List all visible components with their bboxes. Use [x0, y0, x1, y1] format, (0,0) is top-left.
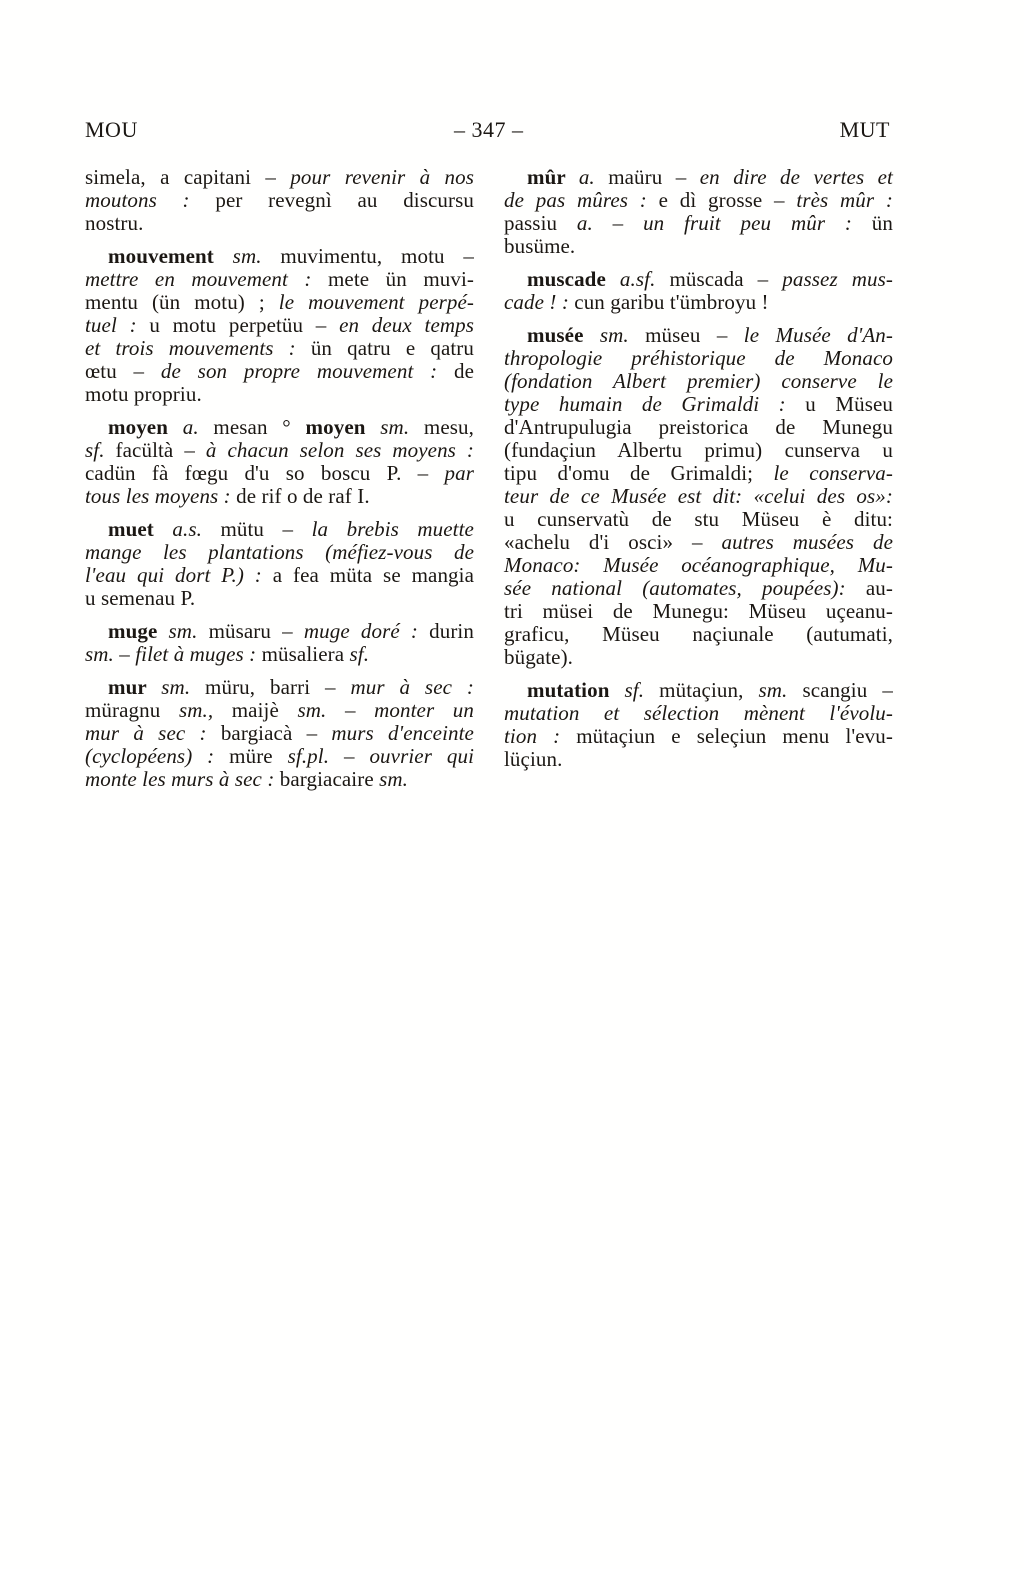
text-line — [85, 268, 474, 291]
text-run: müsaliera — [261, 642, 350, 666]
text-run: lüçiun. — [504, 747, 563, 771]
text-run: sm. — [379, 767, 408, 791]
text-line — [85, 518, 474, 541]
text-line — [504, 485, 893, 508]
entry-mouvement — [85, 245, 474, 406]
text-run: müre — [229, 744, 288, 768]
text-line — [85, 722, 474, 745]
text-line — [85, 676, 474, 699]
text-run: sm. — [380, 415, 424, 439]
text-line — [85, 416, 474, 439]
text-line — [504, 646, 893, 669]
text-run: de son propre mouvement : — [160, 359, 454, 383]
text-line — [85, 439, 474, 462]
text-line — [504, 212, 893, 235]
text-run: sm., — [178, 698, 232, 722]
text-run: simela, a capitani – — [85, 165, 291, 189]
text-run: sm. — [758, 678, 803, 702]
text-run: e dì grosse – — [658, 188, 797, 212]
headword: mur — [108, 675, 162, 699]
text-line — [85, 643, 474, 666]
text-run: de pas mûres : — [504, 188, 659, 212]
text-line — [85, 337, 474, 360]
text-run: d'Antrupulugia preistorica de Munegu — [504, 415, 893, 439]
text-line — [504, 166, 893, 189]
text-run: sm. — [232, 244, 281, 268]
text-run: murs d'enceinte — [331, 721, 474, 745]
text-run: mesu, — [423, 415, 474, 439]
text-run: passez mus- — [782, 267, 893, 291]
entry-muscade — [504, 268, 893, 314]
text-line — [504, 393, 893, 416]
text-run: a. — [576, 211, 613, 235]
text-run: sf.pl. — [287, 744, 344, 768]
entry-muet — [85, 518, 474, 610]
text-run: monte les murs à sec : — [85, 767, 280, 791]
text-run: le mouvement perpé- — [278, 290, 474, 314]
headword: muet — [108, 517, 173, 541]
text-run: a. — [182, 415, 214, 439]
text-line — [85, 245, 474, 268]
text-run: tri müsei de Munegu: Müseu uçeanu- — [504, 599, 893, 623]
text-run: u motu perpetüu – — [149, 313, 340, 337]
text-run: cun garibu t'ümbroyu ! — [574, 290, 769, 314]
text-run: scangiu – — [802, 678, 893, 702]
text-run: sm. — [161, 675, 206, 699]
entry-mutation — [504, 679, 893, 771]
text-run: de — [453, 359, 474, 383]
text-run: (fondation Albert premier) conserve le — [504, 369, 893, 393]
text-run: sée national (automates, poupées): — [504, 576, 866, 600]
text-run: monter un — [374, 698, 475, 722]
text-line — [504, 324, 893, 347]
text-run: nostru. — [85, 211, 144, 235]
text-line — [85, 768, 474, 791]
text-run: mütaçiun, — [659, 678, 759, 702]
text-run: sf. — [85, 438, 116, 462]
text-run: u semenau P. — [85, 586, 196, 610]
headword: moyen — [108, 415, 183, 439]
text-run: mur à sec : — [85, 721, 221, 745]
text-run: un fruit peu mûr : — [643, 211, 872, 235]
text-run: – — [344, 698, 375, 722]
text-run: de rif o de raf I. — [236, 484, 370, 508]
text-run: sm. — [297, 698, 345, 722]
text-run: a.s. — [172, 517, 221, 541]
headword: mutation — [527, 678, 625, 702]
text-run: «achelu d'i osci» – — [504, 530, 722, 554]
text-run: busüme. — [504, 234, 576, 258]
headword: muscade — [527, 267, 620, 291]
text-run: u cunservatù de stu Müseu è ditu: — [504, 507, 893, 531]
text-run: type humain de Grimaldi : — [504, 392, 806, 416]
entry-muge — [85, 620, 474, 666]
text-run: müru, barri – — [205, 675, 351, 699]
text-line — [504, 347, 893, 370]
text-run: ouvrier qui — [369, 744, 474, 768]
text-run: en deux temps — [339, 313, 474, 337]
text-run: muvimentu, motu – — [280, 244, 474, 268]
text-run: facültà – — [115, 438, 206, 462]
text-run: teur de ce Musée est dit: «celui des os»: — [504, 484, 893, 508]
headword: musée — [527, 323, 600, 347]
text-run: muge doré : — [303, 619, 430, 643]
text-line — [504, 235, 893, 258]
text-run: (cyclopéens) : — [85, 744, 230, 768]
guide-word-right: MUT — [839, 117, 890, 142]
text-run: durin — [429, 619, 474, 643]
text-line — [85, 383, 474, 406]
text-run: maijè — [231, 698, 298, 722]
text-run: le conserva- — [773, 461, 893, 485]
text-run: (fundaçiun Albertu primu) cunserva u — [504, 438, 893, 462]
entry-musee — [504, 324, 893, 669]
text-run: per revegnì au discursu — [215, 188, 474, 212]
text-line — [85, 699, 474, 722]
text-run: mesan ° — [213, 415, 306, 439]
text-run: cade ! : — [504, 290, 575, 314]
text-run: – — [343, 744, 370, 768]
entry-moyen — [85, 416, 474, 508]
text-run: u Müseu — [805, 392, 893, 416]
text-line — [85, 462, 474, 485]
text-line — [504, 748, 893, 771]
text-run: tous les moyens : — [85, 484, 237, 508]
text-run: tipu d'omu de Grimaldi; — [504, 461, 774, 485]
text-run: müseu – — [645, 323, 744, 347]
text-run: müragnu — [85, 698, 179, 722]
text-run: mange les plantations (méfiez-vous de — [85, 540, 474, 564]
text-line — [85, 291, 474, 314]
text-run: mete ün muvi- — [327, 267, 474, 291]
entry-mur — [85, 676, 474, 791]
text-line — [85, 189, 474, 212]
column-right — [504, 166, 893, 771]
text-run: autres musées de — [721, 530, 893, 554]
text-run: müscada – — [669, 267, 783, 291]
text-run: a. — [578, 165, 609, 189]
text-run: pour revenir à nos — [290, 165, 474, 189]
guide-word-left: MOU — [85, 117, 138, 142]
headword: mûr — [527, 165, 579, 189]
text-run: l'eau qui dort P.) : — [85, 563, 273, 587]
page-header — [85, 117, 890, 143]
text-run: ün — [871, 211, 893, 235]
text-run: passiu — [504, 211, 577, 235]
entry-continuation-simela — [85, 166, 474, 235]
page-number: – 347 – — [453, 117, 524, 142]
text-line — [504, 725, 893, 748]
column-left — [85, 166, 474, 791]
text-line — [85, 541, 474, 564]
text-run: au- — [865, 576, 893, 600]
text-line — [504, 679, 893, 702]
text-run: sm. — [168, 619, 209, 643]
text-line — [504, 600, 893, 623]
text-line — [85, 360, 474, 383]
text-line — [504, 189, 893, 212]
text-run: œtu – — [85, 359, 161, 383]
text-run: graficu, Müseu naçiunale (autumati, — [504, 622, 893, 646]
text-run: à chacun selon ses moyens : — [205, 438, 475, 462]
text-line — [504, 577, 893, 600]
text-run: la brebis muette — [311, 517, 474, 541]
text-run: a fea müta se mangia — [272, 563, 475, 587]
text-line — [85, 212, 474, 235]
text-line — [85, 485, 474, 508]
text-line — [85, 564, 474, 587]
headword: mouvement — [108, 244, 233, 268]
text-run: en dire de vertes et — [699, 165, 893, 189]
text-run: tion : — [504, 724, 577, 748]
text-line — [85, 166, 474, 189]
headword: muge — [108, 619, 169, 643]
text-run: bargiacaire — [279, 767, 380, 791]
text-line — [504, 554, 893, 577]
text-line — [504, 416, 893, 439]
text-run: Monaco: Musée océanographique, Mu- — [504, 553, 893, 577]
entry-mur-adj — [504, 166, 893, 258]
text-run: mütaçiun e seleçiun menu l'evu- — [576, 724, 893, 748]
text-line — [504, 531, 893, 554]
text-run: sf. — [349, 642, 370, 666]
text-run: bügate). — [504, 645, 574, 669]
text-run: cadün fà fœgu d'u so boscu P. – — [85, 461, 445, 485]
text-run: a.sf. — [619, 267, 670, 291]
text-run: – — [119, 642, 136, 666]
text-run: müsaru – — [208, 619, 304, 643]
text-line — [504, 370, 893, 393]
text-run: mentu (ün motu) ; — [85, 290, 279, 314]
text-run: filet à muges : — [135, 642, 262, 666]
text-run: bargiacà – — [220, 721, 332, 745]
text-run: tuel : — [85, 313, 150, 337]
text-line — [504, 702, 893, 725]
text-run: sm. — [599, 323, 646, 347]
text-line — [85, 314, 474, 337]
text-run: sf. — [624, 678, 660, 702]
text-run: – — [612, 211, 644, 235]
text-run: très mûr : — [796, 188, 893, 212]
text-line — [504, 508, 893, 531]
text-run: et trois mouvements : — [85, 336, 311, 360]
text-line — [85, 620, 474, 643]
text-run: thropologie préhistorique de Monaco — [504, 346, 893, 370]
text-run: mutation et sélection mènent l'évolu- — [504, 701, 893, 725]
text-run: mütu – — [220, 517, 312, 541]
text-line — [504, 462, 893, 485]
text-line — [504, 268, 893, 291]
text-run: par — [444, 461, 474, 485]
text-line — [504, 623, 893, 646]
text-run: sm. — [85, 642, 120, 666]
headword: moyen — [305, 415, 381, 439]
text-line — [85, 745, 474, 768]
text-line — [504, 439, 893, 462]
text-run: moutons : — [85, 188, 216, 212]
text-line — [85, 587, 474, 610]
text-run: mur à sec : — [350, 675, 475, 699]
text-run: ün qatru e qatru — [310, 336, 474, 360]
text-run: motu propriu. — [85, 382, 202, 406]
text-run: mettre en mouvement : — [85, 267, 328, 291]
text-run: le Musée d'An- — [743, 323, 893, 347]
text-line — [504, 291, 893, 314]
text-run: maüru – — [608, 165, 700, 189]
